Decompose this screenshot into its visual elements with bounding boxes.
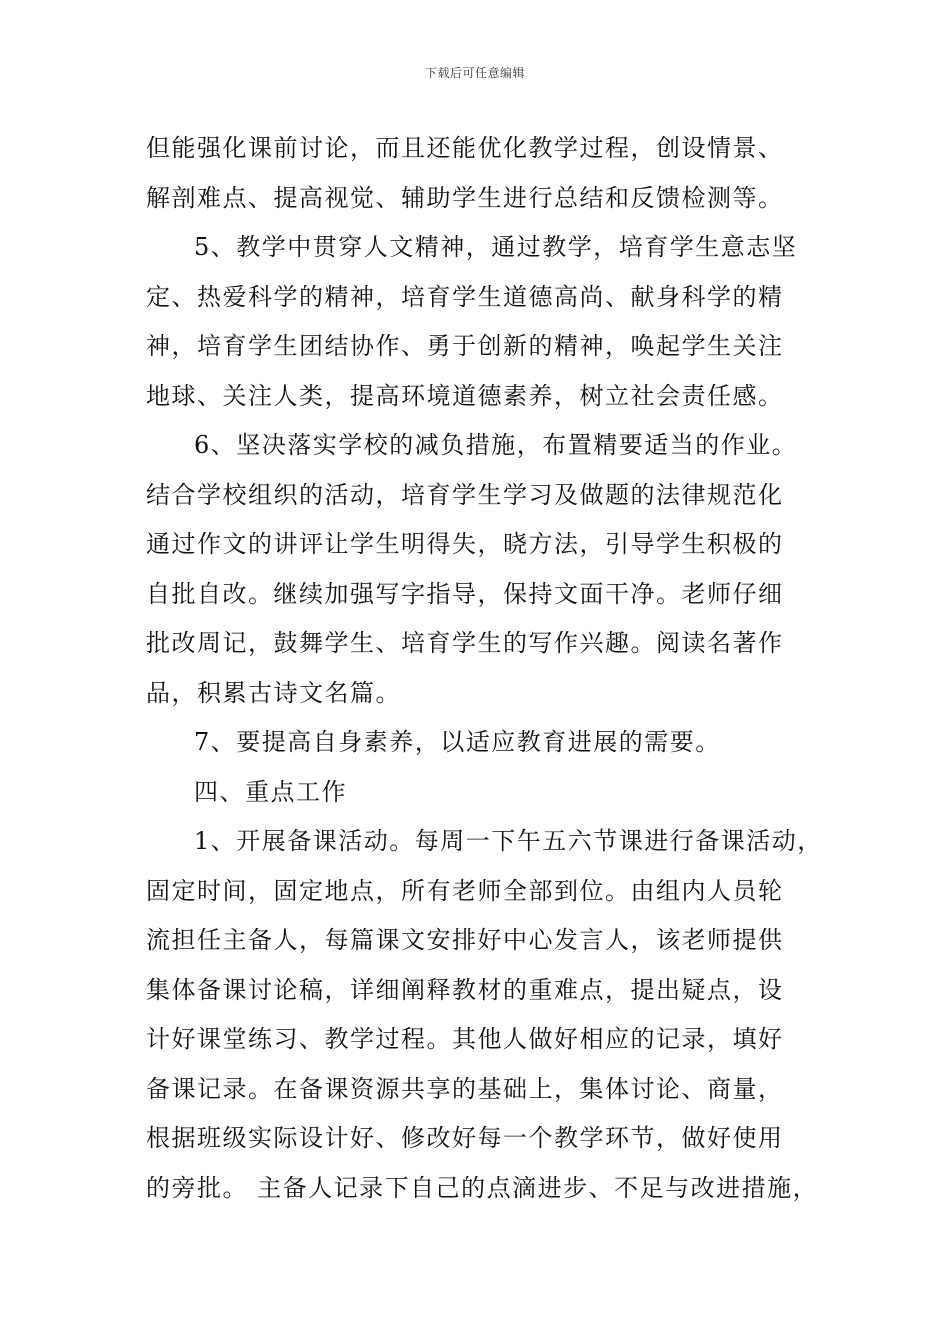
text-line: 的旁批。 主备人记录下自己的点滴进步、不足与改进措施， [146, 1173, 819, 1202]
page-header: 下载后可任意编辑 [424, 66, 525, 80]
text-line: 7、要提高自身素养，以适应教育进展的需要。 [194, 728, 721, 756]
text-line: 固定时间，固定地点，所有老师全部到位。由组内人员轮 [146, 876, 784, 905]
text-line: 地球、关注人类，提高环境道德素养，树立社会责任感。 [146, 381, 784, 410]
text-line: 批改周记，鼓舞学生、培育学生的写作兴趣。阅读名著作 [146, 629, 784, 657]
text-line: 计好课堂练习、教学过程。其他人做好相应的记录，填好 [146, 1025, 784, 1053]
text-line: 备课记录。在备课资源共享的基础上，集体讨论、商量， [146, 1074, 784, 1103]
text-line: 1、开展备课活动。每周一下午五六节课进行备课活动， [194, 827, 823, 855]
text-line: 但能强化课前讨论，而且还能优化教学过程，创设情景、 [146, 134, 784, 162]
text-line: 自批自改。继续加强写字指导，保持文面干净。老师仔细 [146, 579, 784, 608]
text-line: 5、教学中贯穿人文精神，通过教学，培育学生意志坚 [194, 233, 798, 261]
text-line: 6、坚决落实学校的减负措施，布置精要适当的作业。 [194, 431, 798, 459]
text-line: 集体备课讨论稿，详细阐释教材的重难点，提出疑点，设 [146, 975, 784, 1004]
text-line: 通过作文的讲评让学生明得失，晓方法，引导学生积极的 [146, 530, 784, 558]
text-line: 神，培育学生团结协作、勇于创新的精神，唤起学生关注 [146, 332, 784, 360]
text-line: 定、热爱科学的精神，培育学生道德高尚、献身科学的精 [146, 282, 784, 311]
text-line: 品，积累古诗文名篇。 [146, 678, 401, 707]
text-line: 结合学校组织的活动，培育学生学习及做题的法律规范化 [146, 480, 784, 509]
text-line: 四、重点工作 [194, 777, 347, 806]
document-body [146, 128, 826, 1217]
text-line: 流担任主备人，每篇课文安排好中心发言人，该老师提供 [146, 926, 784, 954]
text-line: 解剖难点、提高视觉、辅助学生进行总结和反馈检测等。 [146, 183, 784, 212]
text-line: 根据班级实际设计好、修改好每一个教学环节，做好使用 [146, 1124, 784, 1152]
